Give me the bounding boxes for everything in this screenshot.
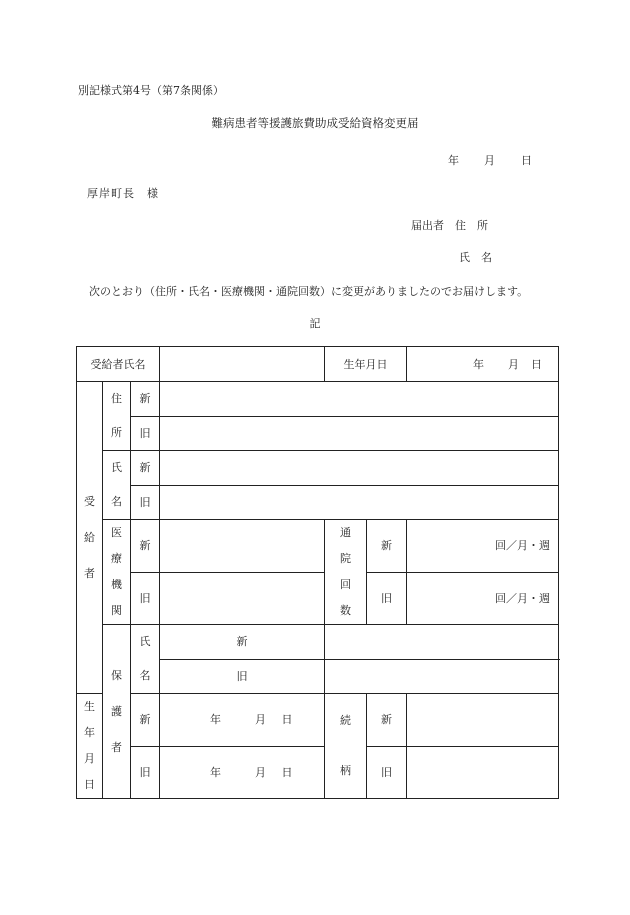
relationship-char-1: 続	[340, 714, 352, 727]
notifier-address-label: 届出者 住 所	[411, 219, 488, 232]
gb-old-month: 月	[255, 765, 267, 779]
birthdate-field[interactable]	[407, 347, 559, 382]
medical-old-row	[77, 572, 559, 625]
body-text: 次のとおり（住所・氏名・医療機関・通院回数）に変更がありましたのでお届けします。	[89, 285, 529, 298]
medical-char-3: 機	[111, 578, 122, 591]
guardian-name-old-field[interactable]	[325, 659, 559, 694]
notifier-name-label: 氏 名	[459, 251, 492, 264]
address-new-field[interactable]	[160, 382, 559, 417]
gb-old-year: 年	[210, 765, 222, 779]
birthdate-label: 生年月日	[325, 347, 407, 382]
guardian-name-new-label: 新	[160, 625, 325, 660]
change-form-table	[76, 346, 559, 799]
ki-heading: 記	[309, 317, 321, 330]
gb-new-month: 月	[255, 713, 267, 727]
date-year: 年	[448, 154, 459, 167]
address-char-2: 所	[111, 426, 122, 439]
recipient-char-3: 者	[84, 566, 95, 580]
guardian-name-char-2: 名	[139, 669, 151, 682]
name-new-label: 新	[131, 451, 160, 486]
relationship-label	[325, 694, 367, 799]
gb-new-year: 年	[210, 713, 222, 727]
medical-char-2: 療	[111, 552, 122, 565]
birth-month: 月	[508, 357, 520, 371]
relationship-old-label: 旧	[367, 746, 407, 799]
guardian-group-label	[103, 625, 131, 799]
name-label	[103, 451, 131, 520]
address-label	[103, 382, 131, 451]
relationship-new-field[interactable]	[407, 694, 559, 747]
visits-new-label: 新	[367, 520, 407, 573]
address-old-row	[77, 416, 559, 451]
guardian-char-2: 護	[111, 704, 122, 718]
recipient-group-label	[77, 382, 103, 694]
relationship-old-field[interactable]	[407, 746, 559, 799]
medical-char-4: 関	[111, 604, 122, 617]
guardian-name-new-row	[77, 625, 559, 660]
guardian-birth-new-label: 新	[131, 694, 160, 747]
birth-year: 年	[473, 357, 485, 371]
guardian-birth-char-4: 日	[84, 778, 95, 791]
recipient-char-1: 受	[84, 494, 95, 508]
visits-char-4: 数	[340, 604, 352, 617]
visits-old-unit: 回／月・週	[495, 591, 551, 605]
visits-new-field[interactable]	[407, 520, 559, 573]
visits-char-1: 通	[340, 526, 352, 539]
form-number: 別記様式第4号（第7条関係）	[78, 84, 224, 97]
guardian-name-char-1: 氏	[139, 635, 151, 648]
recipient-row	[77, 347, 559, 382]
visits-label	[325, 520, 367, 625]
guardian-birth-old-field[interactable]	[160, 746, 325, 799]
medical-char-1: 医	[111, 526, 122, 539]
birth-day: 日	[531, 357, 543, 371]
name-old-field[interactable]	[160, 485, 559, 520]
visits-old-field[interactable]	[407, 572, 559, 625]
address-old-field[interactable]	[160, 416, 559, 451]
recipient-name-field[interactable]	[160, 347, 325, 382]
guardian-name-old-label: 旧	[160, 659, 325, 694]
guardian-birth-char-2: 年	[84, 726, 95, 739]
medical-old-label: 旧	[131, 572, 160, 625]
medical-new-row	[77, 520, 559, 573]
name-new-field[interactable]	[160, 451, 559, 486]
medical-new-field[interactable]	[160, 520, 325, 573]
date-day: 日	[521, 154, 532, 167]
address-new-label: 新	[131, 382, 160, 417]
guardian-name-new-field[interactable]	[325, 625, 559, 660]
guardian-birth-char-3: 月	[84, 752, 95, 765]
gb-new-day: 日	[281, 713, 293, 727]
relationship-char-2: 柄	[340, 764, 352, 777]
address-old-label: 旧	[131, 416, 160, 451]
address-char-1: 住	[111, 392, 122, 405]
visits-char-3: 回	[340, 578, 352, 591]
guardian-birth-new-row	[77, 694, 559, 747]
medical-new-label: 新	[131, 520, 160, 573]
addressee: 厚岸町長 様	[87, 187, 159, 200]
medical-institution-label	[103, 520, 131, 625]
address-new-row	[77, 382, 559, 417]
medical-old-field[interactable]	[160, 572, 325, 625]
name-char-1: 氏	[111, 461, 122, 474]
date-month: 月	[484, 154, 495, 167]
visits-old-label: 旧	[367, 572, 407, 625]
guardian-birth-label	[77, 694, 103, 799]
guardian-char-1: 保	[111, 668, 122, 682]
submission-date[interactable]	[448, 155, 532, 166]
recipient-name-label: 受給者氏名	[77, 347, 160, 382]
visits-new-unit: 回／月・週	[495, 539, 551, 553]
name-char-2: 名	[111, 495, 122, 508]
guardian-char-3: 者	[111, 740, 122, 754]
relationship-new-label: 新	[367, 694, 407, 747]
name-old-label: 旧	[131, 485, 160, 520]
recipient-char-2: 給	[84, 530, 95, 544]
guardian-birth-char-1: 生	[84, 700, 95, 713]
name-old-row	[77, 485, 559, 520]
form-title: 難病患者等援護旅費助成受給資格変更届	[211, 116, 419, 130]
guardian-birth-old-label: 旧	[131, 746, 160, 799]
guardian-birth-old-row	[77, 746, 559, 799]
gb-old-day: 日	[281, 765, 293, 779]
guardian-name-label	[131, 625, 160, 694]
name-new-row	[77, 451, 559, 486]
guardian-birth-new-field[interactable]	[160, 694, 325, 747]
visits-char-2: 院	[340, 552, 352, 565]
